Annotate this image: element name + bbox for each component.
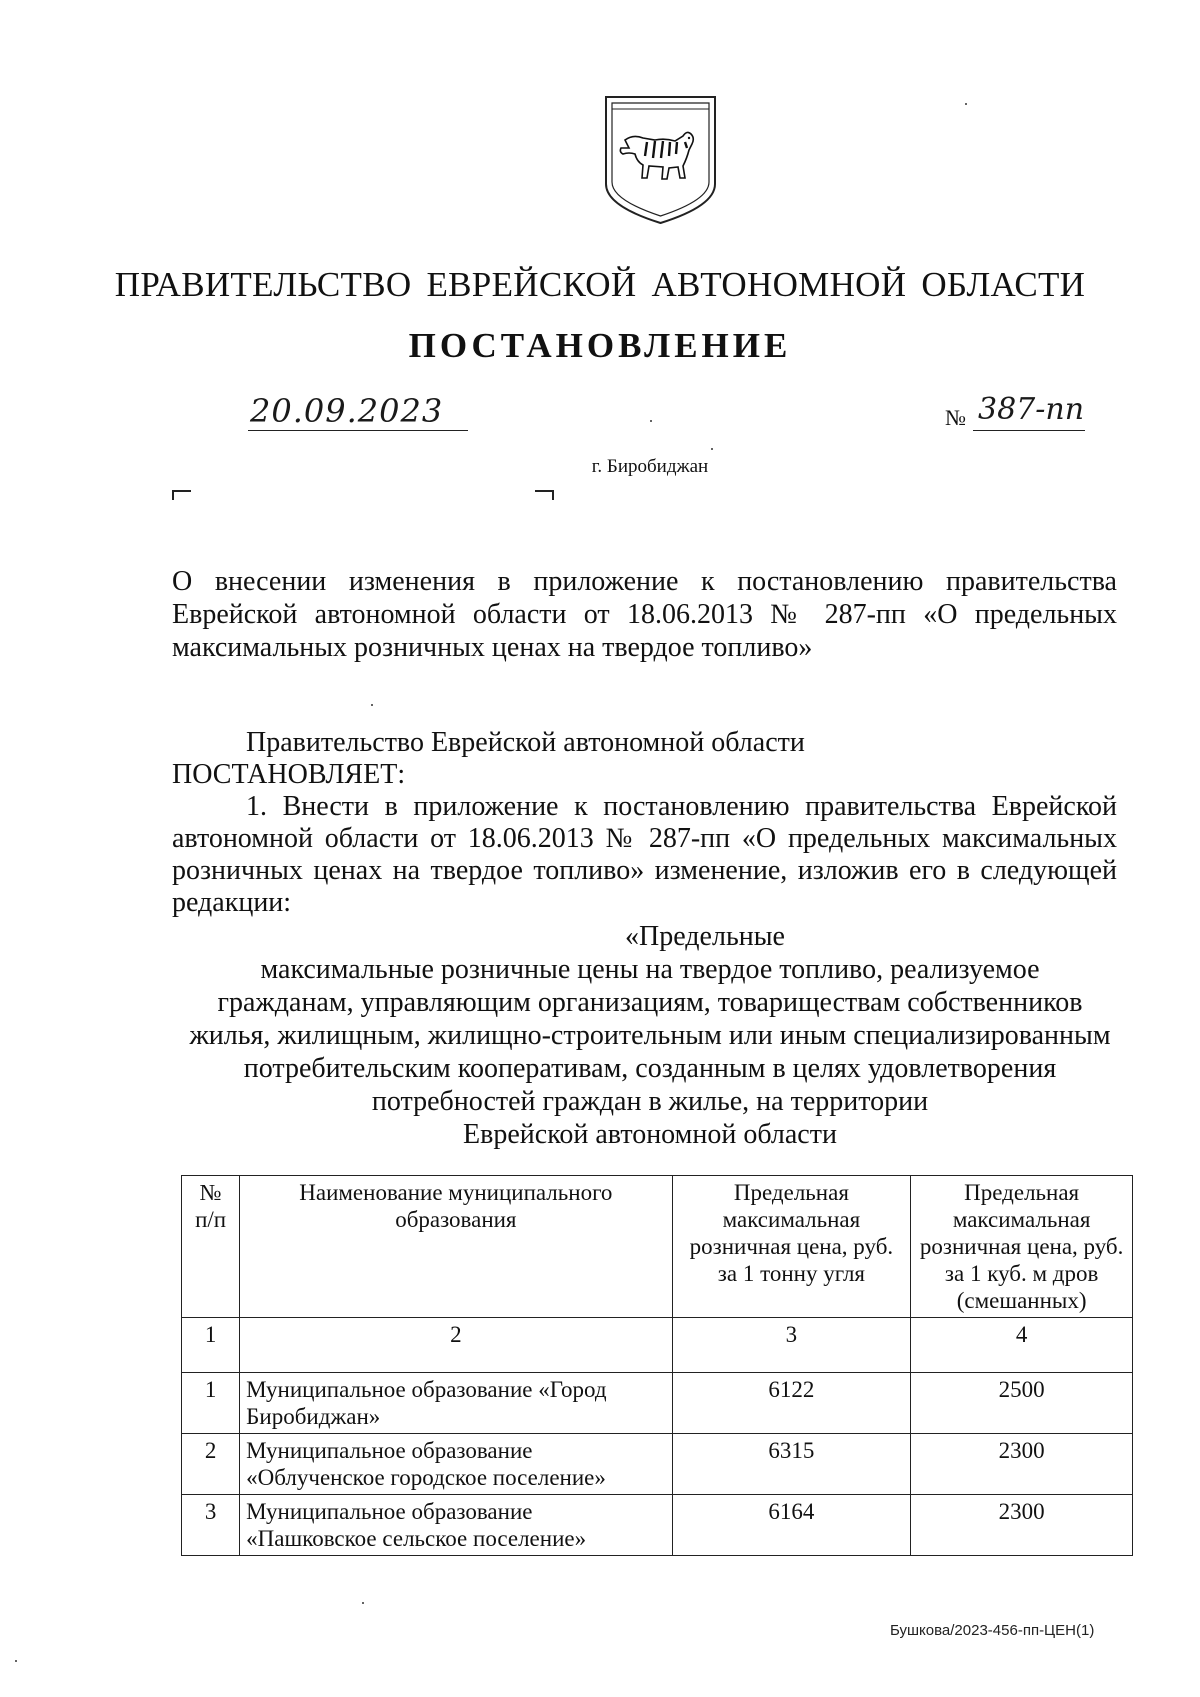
row-wood-price: 2500 [911, 1373, 1133, 1434]
scan-speck [362, 1602, 364, 1604]
index-cell: 4 [911, 1318, 1133, 1373]
city-name: г. Биробиджан [591, 456, 709, 477]
government-title: ПРАВИТЕЛЬСТВО ЕВРЕЙСКОЙ АВТОНОМНОЙ ОБЛАСТИ [114, 265, 1086, 304]
row-municipality: Муниципальное образование «Пашковское сельское поселение» [240, 1495, 672, 1556]
appendix-title-line: гражданам, управляющим организациям, товариществам собственников [217, 987, 1083, 1018]
price-table [181, 1175, 1133, 1556]
appendix-title-line: потребностей граждан в жилье, на территории [371, 1086, 929, 1117]
header-coal-price: Предельная максимальная розничная цена, руб. за 1 тонну угля [672, 1176, 911, 1318]
row-coal-price: 6164 [672, 1495, 911, 1556]
row-municipality: Муниципальное образование «Облученское городское поселение» [240, 1434, 672, 1495]
appendix-title-line: «Предельные [625, 921, 785, 952]
appendix-title-line: максимальные розничные цены на твердое топливо, реализуемое [260, 954, 1040, 985]
row-wood-price: 2300 [911, 1434, 1133, 1495]
appendix-title-line: потребительским кооперативам, созданным в целях удовлетворения [243, 1053, 1057, 1084]
index-cell: 1 [182, 1318, 240, 1373]
row-number: 3 [182, 1495, 240, 1556]
document-subject: О внесении изменения в приложение к постановлению правительства Еврейской автономной области от 18.06.2013 № 287-пп «О предельных максимальных розничных ценах на твердое топливо» [172, 566, 1117, 663]
document-body [172, 727, 1117, 919]
header-wood-price: Предельная максимальная розничная цена, руб. за 1 куб. м дров (смешанных) [911, 1176, 1133, 1318]
row-number: 1 [182, 1373, 240, 1434]
row-municipality: Муниципальное образование «Город Биробиджан» [240, 1373, 672, 1434]
index-cell: 3 [672, 1318, 911, 1373]
document-number: 387-пп [978, 392, 1085, 427]
scan-speck [965, 103, 967, 105]
table-row [182, 1373, 1133, 1434]
scan-speck [15, 1660, 17, 1662]
table-row [182, 1434, 1133, 1495]
header-municipality: Наименование муниципального образования [240, 1176, 672, 1318]
number-underline [973, 430, 1085, 431]
date-underline [248, 430, 468, 431]
appendix-title-line: жилья, жилищным, жилищно-строительным или иным специализированным [189, 1020, 1111, 1051]
number-label: № [945, 405, 966, 430]
row-number: 2 [182, 1434, 240, 1495]
header-number: № п/п [182, 1176, 240, 1318]
coat-of-arms-tiger-icon [603, 94, 718, 226]
appendix-title [160, 920, 1140, 1151]
table-header-row [182, 1176, 1133, 1318]
row-wood-price: 2300 [911, 1495, 1133, 1556]
document-type: ПОСТАНОВЛЕНИЕ [408, 326, 792, 365]
body-line-resolves: ПОСТАНОВЛЯЕТ: [172, 759, 406, 790]
scan-speck [711, 448, 713, 450]
document-date: 20.09.2023 [250, 392, 444, 430]
scan-speck [650, 420, 652, 422]
body-paragraph-1: 1. Внести в приложение к постановлению правительства Еврейской автономной области от 18.06.2013 № 287-пп «О предельных максимальных розничных ценах на твердое топливо» изменение, изложив его в следующей редакции: [172, 791, 1117, 918]
subject-bracket-right [535, 490, 554, 500]
subject-bracket-left [172, 490, 191, 500]
row-coal-price: 6315 [672, 1434, 911, 1495]
table-row [182, 1495, 1133, 1556]
index-cell: 2 [240, 1318, 672, 1373]
appendix-title-line: Еврейской автономной области [463, 1119, 837, 1150]
row-coal-price: 6122 [672, 1373, 911, 1434]
footer-code: Бушкова/2023-456-пп-ЦЕН(1) [890, 1622, 1095, 1639]
scan-speck [371, 704, 373, 706]
body-line-government: Правительство Еврейской автономной области [246, 727, 805, 758]
table-index-row [182, 1318, 1133, 1373]
